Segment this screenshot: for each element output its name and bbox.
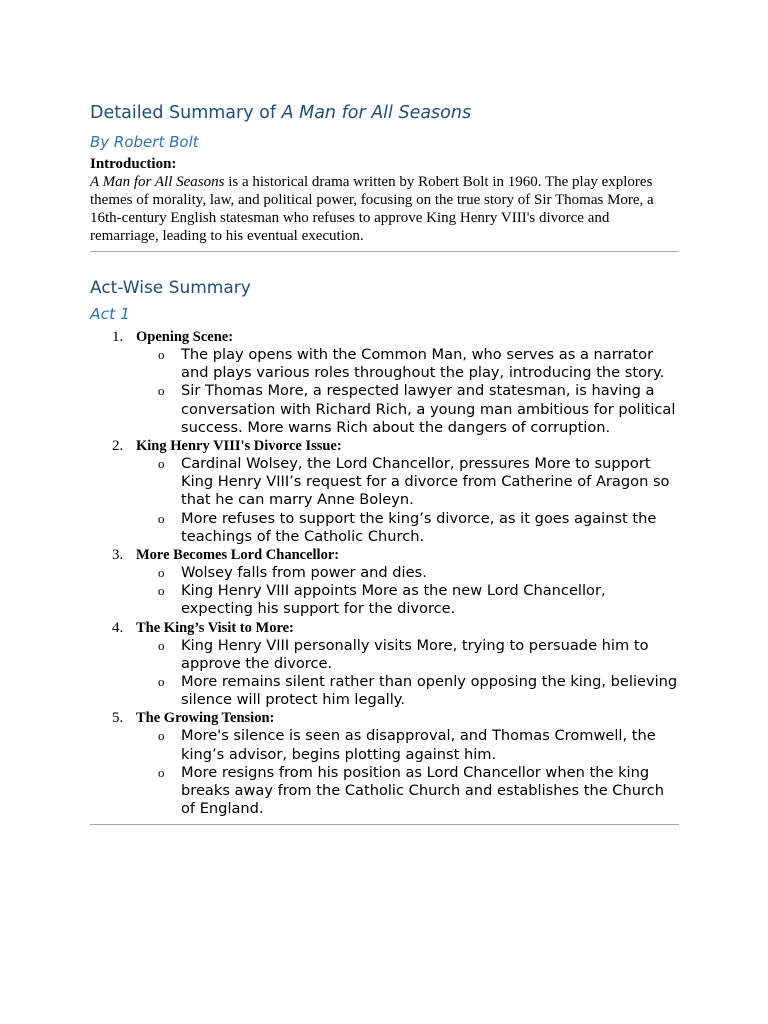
item-number: 5. — [112, 710, 124, 727]
sub-item-text: More resigns from his position as Lord Chancellor when the king breaks away from the Catholic Church and establishes the Church of England. — [181, 763, 664, 818]
sub-item — [136, 455, 679, 510]
item-number: 2. — [112, 438, 124, 455]
title-prefix: Detailed Summary of — [90, 103, 282, 123]
bullet: o — [158, 456, 165, 472]
list-item — [90, 709, 679, 818]
bullet: o — [158, 674, 165, 690]
sub-item-text: Sir Thomas More, a respected lawyer and statesman, is having a conversation with Richard Rich, a young man ambitious for political success. More warns Rich about the dangers of corruption. — [181, 382, 676, 436]
bullet: o — [158, 583, 165, 599]
sub-item-text: More's silence is seen as disapproval, and Thomas Cromwell, the king’s advisor, begins plotting against him. — [181, 727, 656, 763]
sub-item-text: More refuses to support the king’s divorce, as it goes against the teachings of the Catholic Church. — [181, 509, 657, 545]
divider — [90, 824, 679, 825]
bullet: o — [158, 764, 165, 780]
sub-item — [136, 382, 679, 437]
bullet: o — [158, 728, 165, 744]
sub-item-text: King Henry VIII appoints More as the new Lord Chancellor, expecting his support for the divorce. — [181, 582, 606, 618]
sub-item — [136, 582, 679, 618]
sub-item-text: Wolsey falls from power and dies. — [181, 564, 427, 582]
bullet: o — [158, 347, 165, 362]
bullet: o — [158, 383, 165, 399]
item-title: More Becomes Lord Chancellor: — [136, 547, 340, 564]
bullet: o — [158, 510, 165, 526]
intro-work-title: A Man for All Seasons — [90, 174, 225, 190]
item-title: The King’s Visit to More: — [136, 619, 294, 636]
sub-list — [136, 564, 679, 619]
sub-item-text: King Henry VIII personally visits More, trying to persuade him to approve the divorce. — [181, 636, 649, 672]
sub-item-text: More remains silent rather than openly opposing the king, believing silence will protect him legally. — [181, 673, 678, 709]
divider — [90, 251, 679, 252]
sub-item — [136, 673, 679, 709]
list-item — [90, 437, 679, 546]
sub-item — [136, 764, 679, 819]
intro-paragraph — [90, 173, 679, 245]
item-number: 3. — [112, 547, 124, 564]
intro-text: is a historical drama written by Robert Bolt in 1960. The play explores themes of morality, law, and political power, focusing on the true story of Sir Thomas More, a 16th-century English statesman who refuses to approve King Henry VIII's divorce and remarriage, leading to his eventual execution. — [90, 174, 654, 244]
sub-list — [136, 727, 679, 818]
item-number: 4. — [112, 619, 124, 636]
act-heading: Act 1 — [90, 305, 130, 323]
act-item-list — [90, 328, 679, 818]
sub-item — [136, 727, 679, 763]
item-title: The Growing Tension: — [136, 710, 275, 727]
sub-item-text: Cardinal Wolsey, the Lord Chancellor, pressures More to support King Henry VIII’s request for a divorce from Catherine of Aragon so that he can marry Anne Boleyn. — [181, 455, 670, 509]
intro-label: Introduction: — [90, 156, 177, 172]
sub-item-text: The play opens with the Common Man, who serves as a narrator and plays various roles throughout the play, introducing the story. — [181, 346, 665, 382]
sub-list — [136, 346, 679, 437]
sub-list — [136, 637, 679, 710]
item-number: 1. — [112, 329, 124, 345]
sub-item — [136, 346, 679, 382]
author-line: By Robert Bolt — [90, 133, 199, 151]
title-work: A Man for All Seasons — [281, 103, 472, 123]
bullet: o — [158, 565, 165, 581]
sub-item — [136, 510, 679, 546]
sub-list — [136, 455, 679, 546]
list-item — [90, 546, 679, 619]
section-heading: Act-Wise Summary — [90, 278, 251, 298]
list-item — [90, 328, 679, 437]
bullet: o — [158, 637, 165, 653]
document-title — [90, 101, 679, 125]
list-item — [90, 619, 679, 710]
sub-item — [136, 637, 679, 673]
document-content — [90, 101, 679, 825]
item-title: King Henry VIII's Divorce Issue: — [136, 438, 342, 455]
item-title: Opening Scene: — [136, 329, 234, 345]
sub-item — [136, 564, 679, 582]
